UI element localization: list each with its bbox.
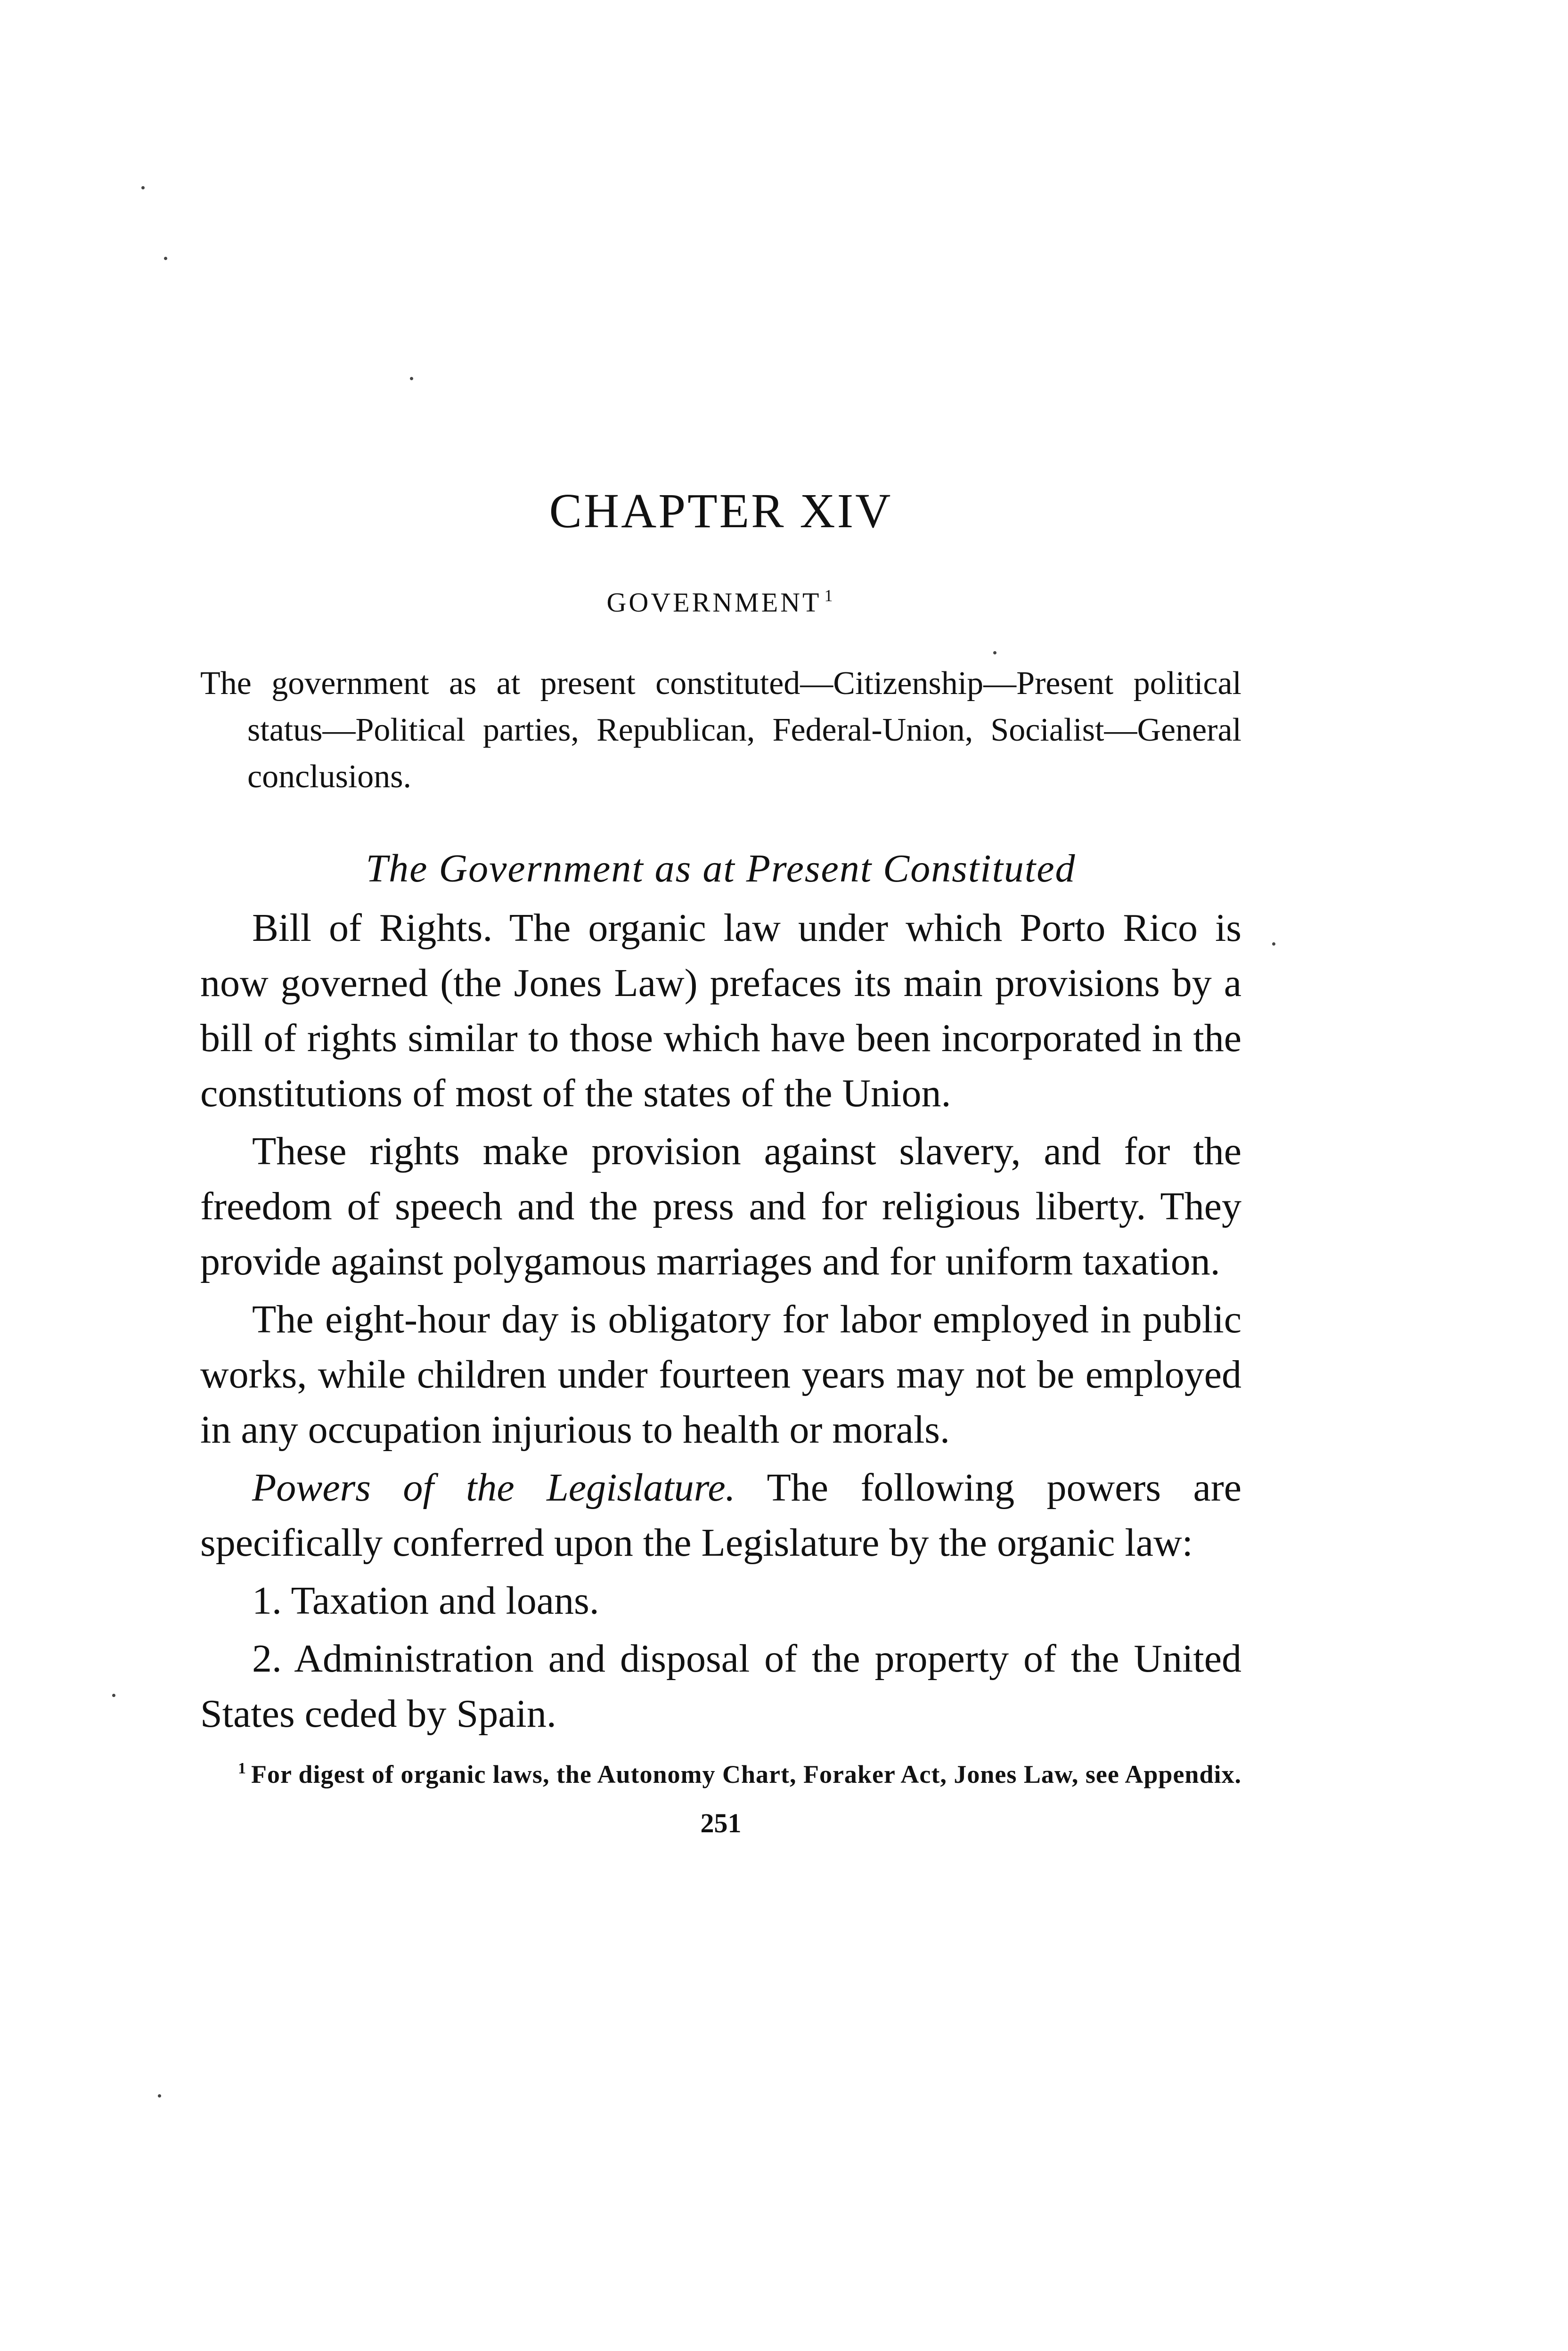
text-column (200, 481, 1241, 1842)
footnote-mark: 1 (238, 1760, 246, 1777)
chapter-synopsis: The government as at present constituted—Citizenship—Present political status—Political parties, Republican, Federal-Union, Socialist—General conclusions. (200, 665, 1241, 795)
scan-speck (158, 2094, 161, 2098)
page-number: 251 (700, 1808, 742, 1838)
footnote-reference: 1 (824, 586, 835, 605)
scan-speck (410, 377, 413, 380)
section-subheading: The Government as at Present Constituted (366, 847, 1076, 890)
section-title-text: GOVERNMENT (606, 587, 822, 618)
paragraph-powers-of-legislature (200, 1460, 1241, 1570)
paragraph-bill-of-rights: Bill of Rights. The organic law under which Porto Rico is now governed (the Jones Law) prefaces its main provisions by a bill of rights similar to those which have been incorporated in the constitutions of most of the states of the Union. (200, 906, 1241, 1115)
section-title (200, 577, 1241, 621)
scan-speck (141, 186, 145, 189)
footnote (200, 1752, 1241, 1791)
chapter-title: CHAPTER XIV (549, 484, 893, 538)
scan-speck (164, 257, 167, 260)
list-item-taxation: 1. Taxation and loans. (252, 1579, 599, 1623)
paragraph-eight-hour-day: The eight-hour day is obligatory for labor employed in public works, while children under fourteen years may not be employed in any occupation injurious to health or morals. (200, 1298, 1241, 1452)
scan-speck (112, 1694, 115, 1697)
list-item-property: 2. Administration and disposal of the property of the United States ceded by Spain. (200, 1637, 1241, 1736)
footnote-text: For digest of organic laws, the Autonomy Chart, Foraker Act, Jones Law, see Appendix. (251, 1760, 1241, 1788)
scan-speck (1272, 942, 1275, 946)
paragraph-lead-heading: Powers of the Legislature. (252, 1466, 735, 1510)
paragraph-body: The following powers are specifically conferred upon the Legislature by the organic law: (200, 1466, 1241, 1565)
paragraph-rights-provisions: These rights make provision against slavery, and for the freedom of speech and the press and for religious liberty. They provide against polygamous marriages and for uniform taxation. (200, 1129, 1241, 1283)
